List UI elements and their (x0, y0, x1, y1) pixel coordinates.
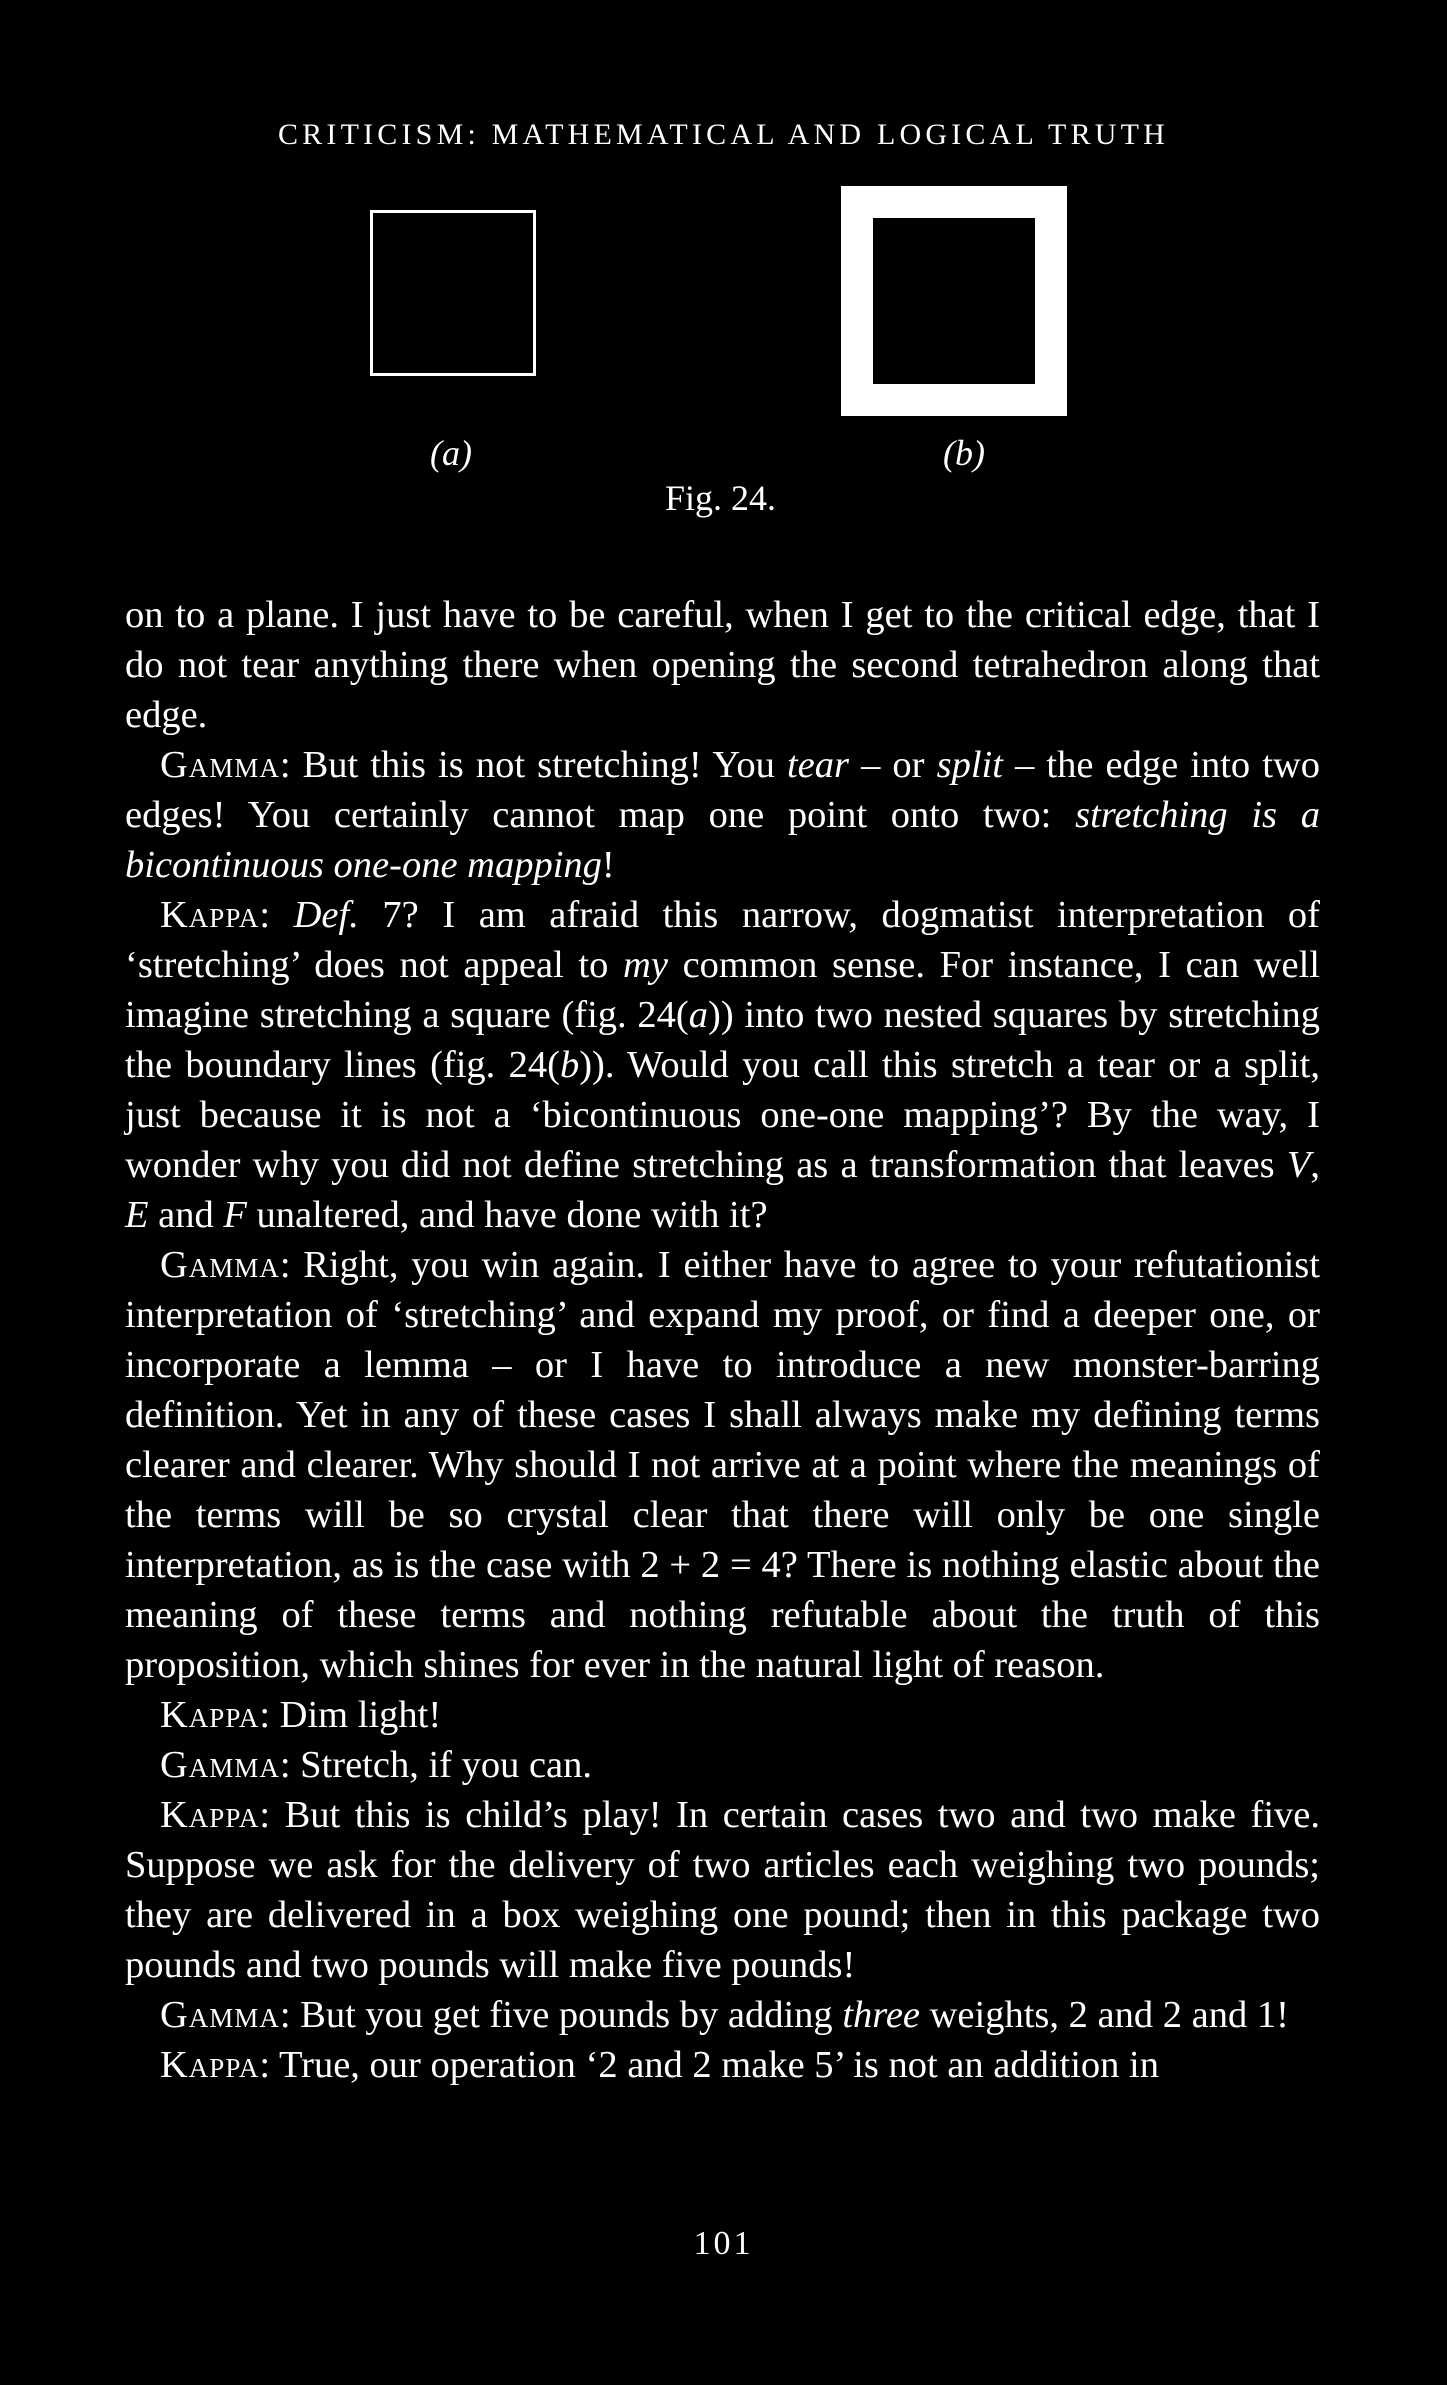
figure-square-nested (841, 186, 1067, 416)
speaker-name: Gamma (160, 744, 280, 786)
paragraph-1 (125, 590, 1320, 740)
figure-square-single (370, 210, 536, 376)
figure-label-a: (a) (430, 433, 472, 473)
text-run: : Right, you win again. I either have to agree to your refutationist interpretation of ‘stretching’ and expand my proof, or find a deeper one, or incorporate a lemma – or I have to introduce a new monster-barring definition. Yet in any of these cases I shall always make my defining terms clearer and clearer. Why should I not arrive at a point where the meanings of the terms will be so crystal clear that there will only be one single interpretation, as is the case with 2 + 2 = 4? There is nothing elastic about the meaning of these terms and nothing refutable about the truth of this proposition, which shines for ever in the natural light of reason. (125, 1244, 1320, 1686)
speaker-name: Kappa (160, 1694, 260, 1736)
italic-run: split (936, 744, 1003, 786)
text-run: 7? I am afraid this narrow, dogmatist interpretation of ‘stretching’ does not appeal to (125, 894, 1320, 986)
paragraph-gamma-2 (125, 1240, 1320, 1690)
text-run: : (259, 894, 294, 936)
text-run: )) into two nested squares by stretching the boundary lines (fig. 24( (125, 994, 1321, 1086)
italic-run: stretching is a bicontinuous one-one mapping (125, 794, 1320, 886)
speaker-name: Gamma (160, 1994, 280, 2036)
text-run: : But this is child’s play! In certain cases two and two make five. Suppose we ask for the delivery of two articles each weighing two pounds; they are delivered in a box weighing one pound; then in this package two pounds and two pounds will make five pounds! (125, 1794, 1320, 1986)
text-run: and (148, 1194, 224, 1236)
text-run: : Dim light! (259, 1694, 442, 1736)
italic-run: a (688, 994, 709, 1036)
text-run: unaltered, and have done with it? (246, 1194, 768, 1236)
italic-run: E (125, 1194, 149, 1236)
text-run: : But you get five pounds by adding (279, 1994, 843, 2036)
paragraph-gamma-4 (125, 1990, 1320, 2040)
text-run: )). Would you call this stretch a tear or a split, just because it is not a ‘bicontinuous one-one mapping’? By the way, I wonder why you did not define stretching as a transformation that leaves (125, 1044, 1320, 1186)
italic-run: my (623, 944, 668, 986)
figure-caption: Fig. 24. (665, 478, 777, 518)
speaker-name: Gamma (160, 1744, 280, 1786)
body-text (125, 590, 1320, 2090)
text-run: weights, 2 and 2 and 1! (920, 1994, 1289, 2036)
italic-run: V (1286, 1144, 1311, 1186)
paragraph-gamma-3 (125, 1740, 1320, 1790)
paragraph-kappa-4 (125, 2040, 1320, 2090)
paragraph-gamma-1 (125, 740, 1320, 890)
speaker-name: Kappa (160, 894, 260, 936)
text-run: : Stretch, if you can. (279, 1744, 593, 1786)
italic-run: F (223, 1194, 247, 1236)
text-run: : True, our operation ‘2 and 2 make 5’ is not an addition in (259, 2044, 1159, 2086)
text-run: – or (849, 744, 937, 786)
text-run: common sense. For instance, I can well imagine stretching a square (fig. 24( (125, 944, 1321, 1036)
italic-run: tear (786, 744, 849, 786)
paragraph-kappa-3 (125, 1790, 1320, 1990)
speaker-name: Gamma (160, 1244, 280, 1286)
text-run: – the edge into two edges! You certainly cannot map one point onto two: (125, 744, 1320, 836)
paragraph-text: on to a plane. I just have to be careful, when I get to the critical edge, that I do not tear anything there when opening the second tetrahedron along that edge. (125, 594, 1320, 736)
italic-run: Def. (293, 894, 359, 936)
italic-run: three (842, 1994, 920, 2036)
paragraph-kappa-1 (125, 890, 1320, 1240)
running-head: CRITICISM: MATHEMATICAL AND LOGICAL TRUTH (277, 118, 1170, 151)
text-run: , (1310, 1144, 1320, 1186)
text-run: ! (601, 844, 615, 886)
speaker-name: Kappa (160, 2044, 260, 2086)
paragraph-kappa-2 (125, 1690, 1320, 1740)
text-run: : But this is not stretching! You (279, 744, 787, 786)
figure-label-b: (b) (943, 433, 985, 473)
speaker-name: Kappa (160, 1794, 260, 1836)
italic-run: b (559, 1044, 580, 1086)
page-number: 101 (693, 2225, 754, 2262)
